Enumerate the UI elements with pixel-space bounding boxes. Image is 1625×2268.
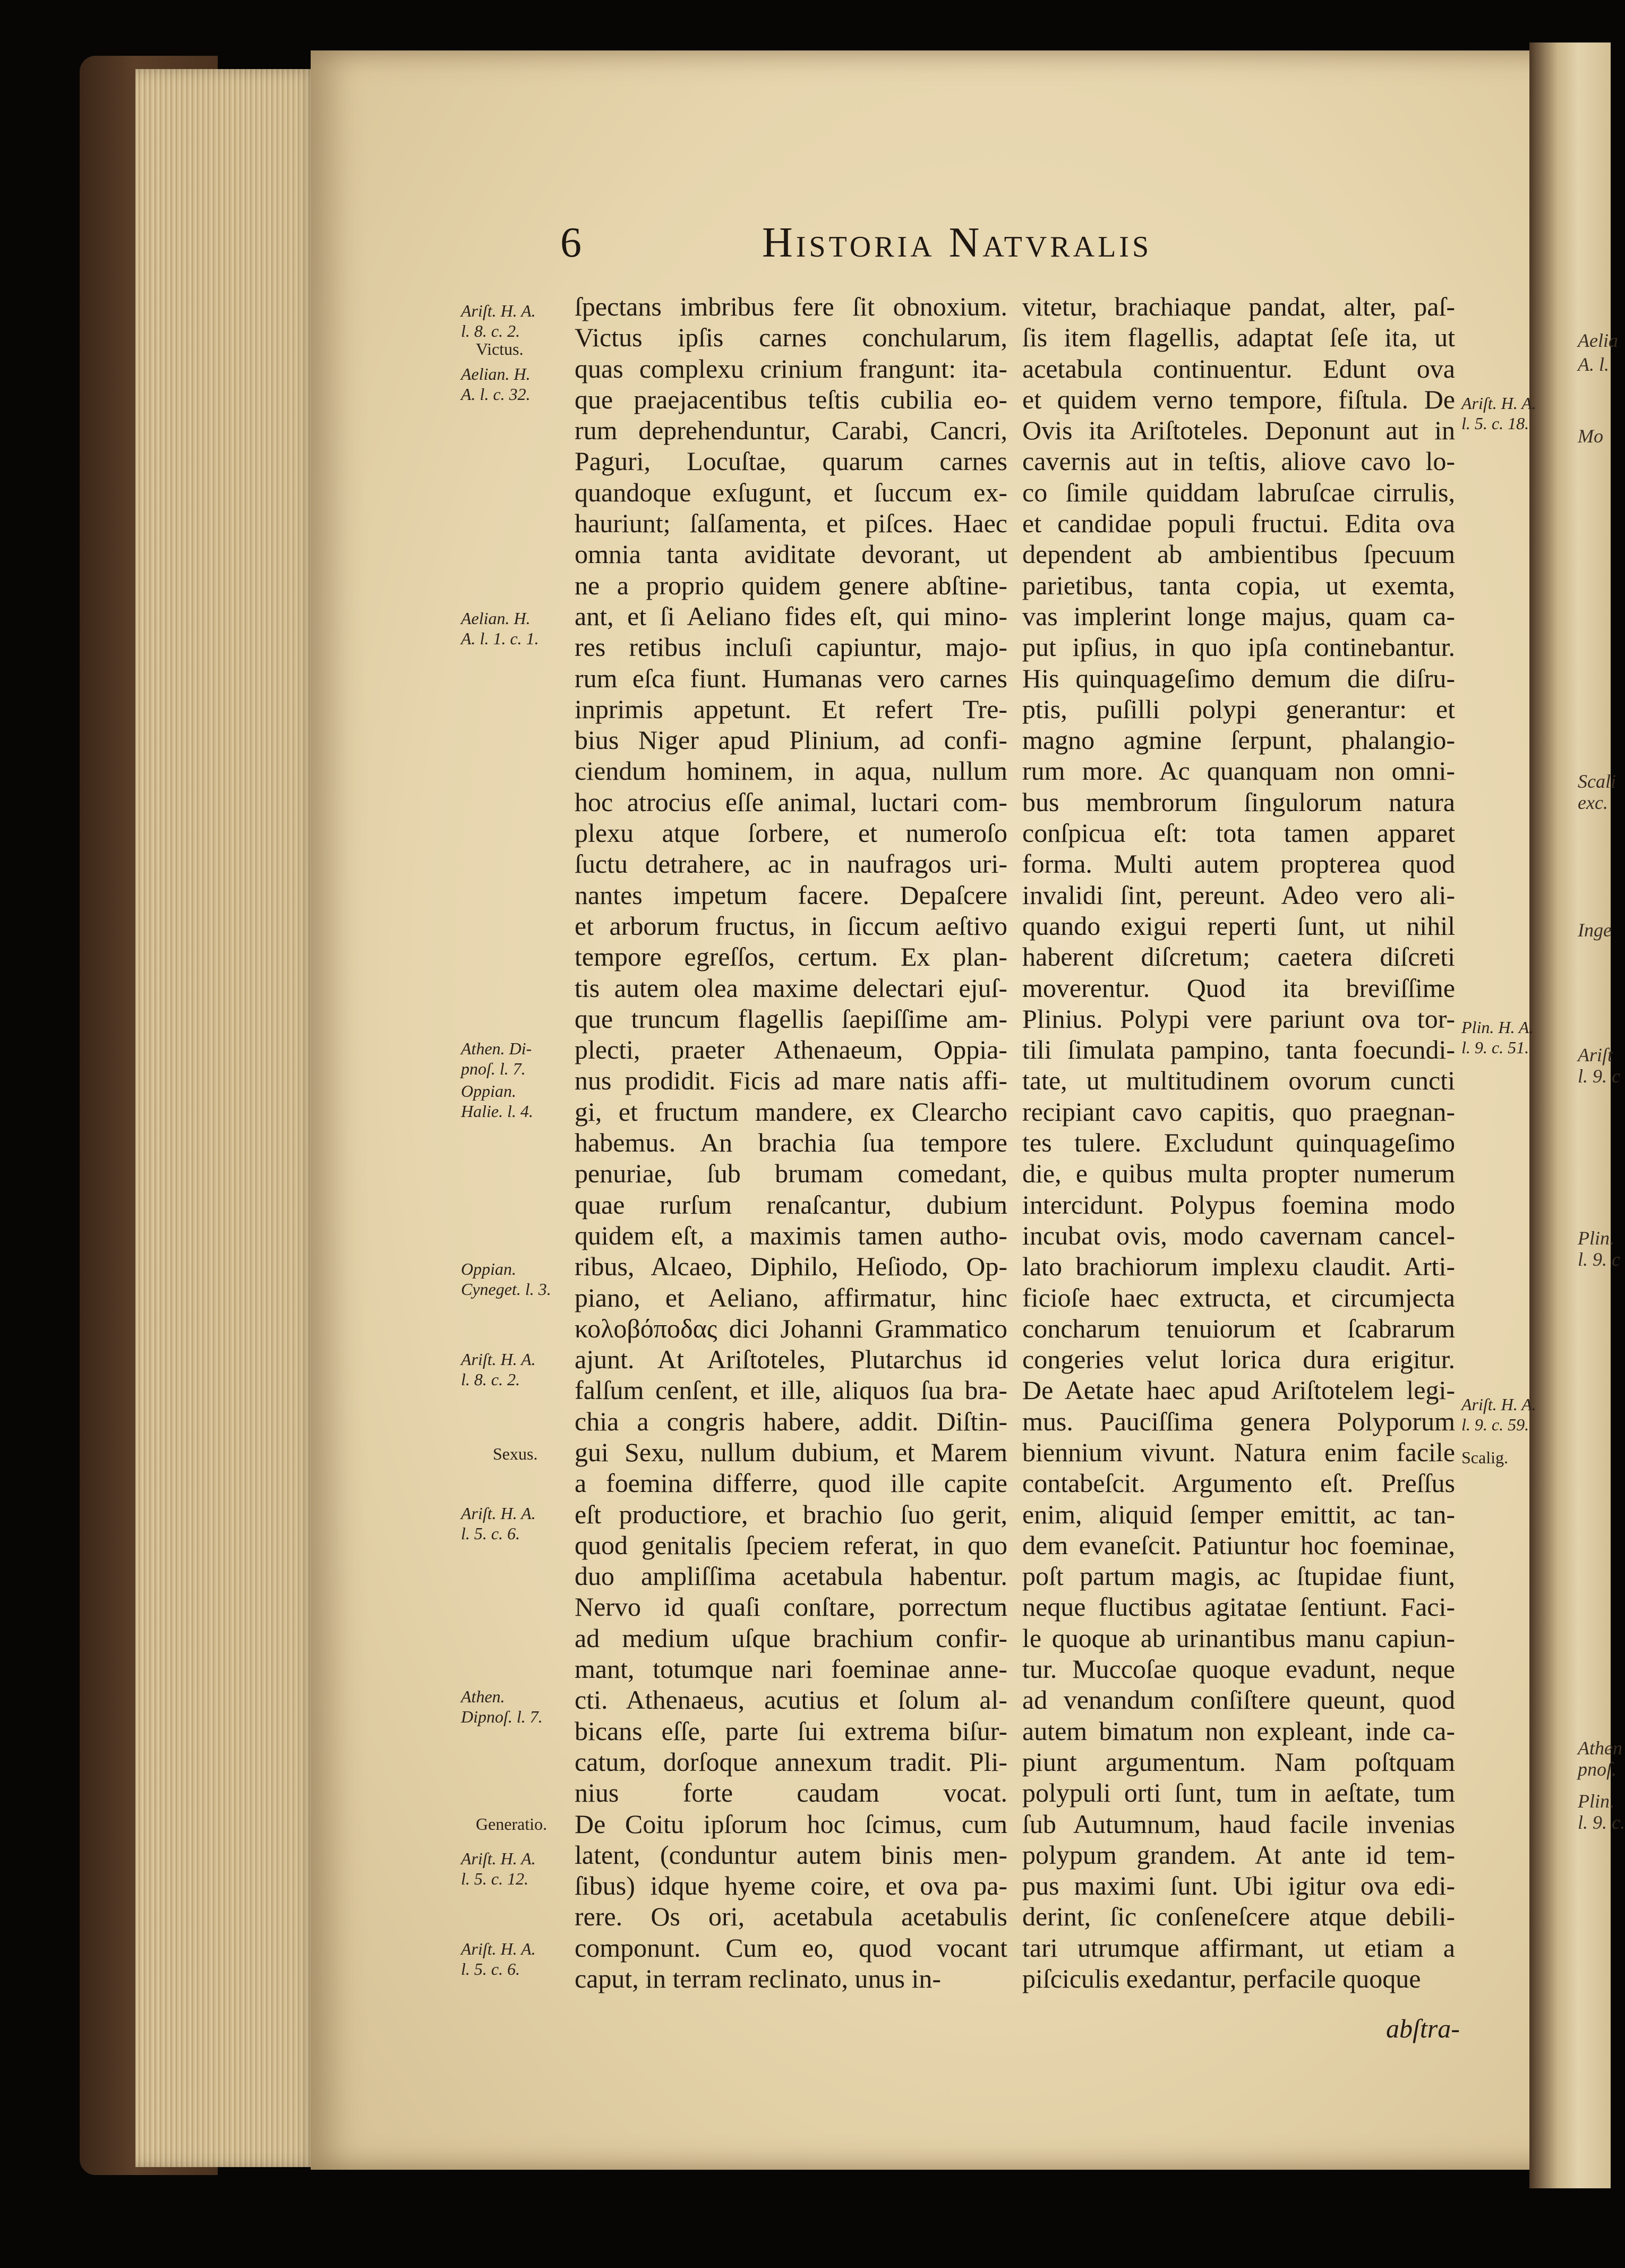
- text-line: dem evaneſcit. Patiuntur hoc foeminae,: [1022, 1530, 1455, 1560]
- text-line: haberent diſcretum; caetera diſcreti: [1022, 942, 1455, 972]
- text-line: et candidae populi fructui. Edita ova: [1022, 508, 1455, 539]
- margin-note: l. 5. c. 18.: [1461, 414, 1529, 433]
- margin-note: Aelian. H.: [461, 609, 531, 628]
- text-line: nius forte caudam vocat.: [575, 1778, 1007, 1808]
- margin-note: Athen.: [461, 1687, 505, 1706]
- text-line: habemus. An brachia ſua tempore: [575, 1128, 1007, 1158]
- next-page-fragment: Athen: [1578, 1737, 1622, 1759]
- next-page-fragment: Plin.: [1578, 1227, 1614, 1249]
- text-line: falſum cenſent, et ille, aliquos ſua bra-: [575, 1375, 1007, 1405]
- next-page-fragment: l. 9. c: [1578, 1065, 1620, 1087]
- text-line: ad medium uſque brachium confir-: [575, 1623, 1007, 1653]
- text-line: et quidem verno tempore, fiſtula. De: [1022, 384, 1455, 414]
- text-line: rum deprehenduntur, Carabi, Cancri,: [575, 415, 1007, 446]
- margin-note: Ariſt. H. A.: [1461, 394, 1536, 413]
- text-line: derint, ſic conſeneſcere atque debili-: [1022, 1902, 1455, 1932]
- text-line: a foemina differre, quod ille capite: [575, 1468, 1007, 1498]
- text-line: que truncum flagellis ſaepiſſime am-: [575, 1003, 1007, 1034]
- text-line: vitetur, brachiaque pandat, alter, paſ-: [1022, 292, 1455, 321]
- text-line: plecti, praeter Athenaeum, Oppia-: [575, 1035, 1007, 1065]
- text-line: ficioſe haec extructa, et circumjecta: [1022, 1282, 1455, 1312]
- text-line: bus membrorum ſingulorum natura: [1022, 787, 1455, 817]
- margin-note: Ariſt. H. A.: [461, 1849, 536, 1868]
- text-line: tari utrumque affirmant, ut etiam a: [1022, 1932, 1455, 1963]
- next-page-fragment: Inge: [1578, 919, 1612, 941]
- margin-note: l. 5. c. 12.: [461, 1869, 529, 1888]
- text-line: vas implerint longe majus, quam ca-: [1022, 601, 1455, 631]
- text-line: tate, ut multitudinem ovorum cuncti: [1022, 1065, 1455, 1096]
- text-line: nus prodidit. Ficis ad mare natis affi-: [575, 1065, 1007, 1096]
- margin-note: Ariſt. H. A.: [1461, 1395, 1536, 1414]
- text-line: put ipſius, in quo ipſa continebantur.: [1022, 632, 1455, 662]
- margin-note: l. 9. c. 59.: [1461, 1415, 1529, 1434]
- left-text-column: [575, 291, 1007, 1994]
- text-line: catum, dorſoque annexum tradit. Pli-: [575, 1746, 1007, 1777]
- text-line: quando exigui reperti ſunt, ut nihil: [1022, 910, 1455, 941]
- margin-note: A. l. 1. c. 1.: [461, 629, 539, 648]
- margin-note: Ariſt. H. A.: [461, 301, 536, 320]
- text-line: omnia tanta aviditate devorant, ut: [575, 539, 1007, 569]
- next-page-fragment: Mo: [1578, 425, 1603, 447]
- text-line: contabeſcit. Argumento eſt. Preſſus: [1022, 1468, 1455, 1498]
- text-line: acetabula continuentur. Edunt ova: [1022, 353, 1455, 383]
- text-line: ciendum hominem, in aqua, nullum: [575, 756, 1007, 786]
- next-page-fragment: Aelia: [1578, 330, 1618, 351]
- text-line: quidem eſt, a maximis tamen autho-: [575, 1220, 1007, 1250]
- margin-note: l. 8. c. 2.: [461, 1370, 520, 1389]
- next-page-edge: [1575, 42, 1625, 2188]
- text-line: hoc atrocius eſſe animal, luctari com-: [575, 787, 1007, 817]
- text-line: Ovis ita Ariſtoteles. Deponunt aut in: [1022, 415, 1455, 446]
- text-line: His quinquageſimo demum die diſru-: [1022, 663, 1455, 693]
- text-line: que praejacentibus teſtis cubilia eo-: [575, 384, 1007, 414]
- text-line: lato brachiorum implexu claudit. Arti-: [1022, 1251, 1455, 1282]
- margin-note: l. 5. c. 6.: [461, 1524, 520, 1543]
- text-line: componunt. Cum eo, quod vocant: [575, 1932, 1007, 1963]
- text-line: biennium vivunt. Natura enim facile: [1022, 1437, 1455, 1467]
- text-line: latent, (conduntur autem binis men-: [575, 1839, 1007, 1870]
- text-line: mus. Pauciſſima genera Polyporum: [1022, 1406, 1455, 1436]
- text-line: inprimis appetunt. Et refert Tre-: [575, 694, 1007, 724]
- text-line: tur. Muccoſae quoque evadunt, neque: [1022, 1654, 1455, 1684]
- text-line: chia a congris habere, addit. Diſtin-: [575, 1406, 1007, 1436]
- text-line: tis autem olea maxime delectari ejuſ-: [575, 973, 1007, 1003]
- text-line: rum eſca fiunt. Humanas vero carnes: [575, 663, 1007, 693]
- text-line: parietibus, tanta copia, ut exemta,: [1022, 570, 1455, 600]
- text-line: ſpectans imbribus fere ſit obnoxium.: [575, 292, 1007, 321]
- text-line: concharum tenuiorum et ſcabrarum: [1022, 1313, 1455, 1343]
- text-line: quas complexu crinium frangunt: ita-: [575, 353, 1007, 383]
- text-line: De Aetate haec apud Ariſtotelem legi-: [1022, 1375, 1455, 1405]
- text-line: ajunt. At Ariſtoteles, Plutarchus id: [575, 1344, 1007, 1375]
- text-line: κολοβόποδας dici Johanni Grammatico: [575, 1313, 1007, 1343]
- text-line: die, e quibus multa propter numerum: [1022, 1158, 1455, 1189]
- next-page-fragment: pnoſ.: [1578, 1759, 1617, 1780]
- next-page-fragment: l. 9. c: [1578, 1249, 1620, 1270]
- margin-note: A. l. c. 32.: [461, 385, 531, 404]
- text-line: incubat ovis, modo cavernam cancel-: [1022, 1220, 1455, 1250]
- text-line: piunt argumentum. Nam poſtquam: [1022, 1746, 1455, 1777]
- text-line: dependent ab ambientibus ſpecuum: [1022, 539, 1455, 569]
- margin-note: Athen. Di-: [461, 1039, 532, 1058]
- catchword: abſtra-: [1386, 2014, 1460, 2043]
- text-line: ptis, puſilli polypi generantur: et: [1022, 694, 1455, 724]
- text-line: nantes impetum facere. Depaſcere: [575, 880, 1007, 910]
- margin-note: Halie. l. 4.: [461, 1102, 533, 1121]
- text-line: forma. Multi autem propterea quod: [1022, 849, 1455, 879]
- next-page-fragment: A. l.: [1578, 354, 1609, 375]
- text-line: mant, totumque nari foeminae anne-: [575, 1654, 1007, 1684]
- margin-note: Ariſt. H. A.: [461, 1939, 536, 1958]
- text-line: congeries velut lorica dura erigitur.: [1022, 1344, 1455, 1375]
- next-page-fragment: l. 9. c.: [1578, 1812, 1625, 1833]
- text-line: gui Sexu, nullum dubium, et Marem: [575, 1437, 1007, 1467]
- text-line: cti. Athenaeus, acutius et ſolum al-: [575, 1685, 1007, 1715]
- margin-note: Plin. H. A.: [1461, 1018, 1534, 1037]
- margin-note: Oppian.: [461, 1081, 516, 1101]
- margin-note: pnoſ. l. 7.: [461, 1059, 526, 1078]
- text-line: quod genitalis ſpeciem referat, in quo: [575, 1530, 1007, 1560]
- margin-note: Ariſt. H. A.: [461, 1504, 536, 1523]
- text-line: ſuctu detrahere, ac in naufragos uri-: [575, 849, 1007, 879]
- text-line: rum more. Ac quanquam non omni-: [1022, 756, 1455, 786]
- text-line: ſis item flagellis, adaptat ſeſe ita, ut: [1022, 322, 1455, 353]
- next-page-fragment: Scali: [1578, 771, 1616, 792]
- text-line: ribus, Alcaeo, Diphilo, Heſiodo, Op-: [575, 1251, 1007, 1282]
- text-line: magno agmine ſerpunt, phalangio-: [1022, 725, 1455, 755]
- text-line: quandoque exſugunt, et ſuccum ex-: [575, 477, 1007, 507]
- margin-note: Oppian.: [461, 1259, 516, 1278]
- margin-note: Victus.: [476, 339, 524, 359]
- page-number: 6: [560, 219, 581, 266]
- text-line: Nervo id quaſi conſtare, porrectum: [575, 1592, 1007, 1622]
- text-line: et arborum fructus, in ſiccum aeſtivo: [575, 910, 1007, 941]
- text-line: Plinius. Polypi vere pariunt ova tor-: [1022, 1003, 1455, 1034]
- margin-note: l. 9. c. 51.: [1461, 1038, 1529, 1057]
- text-line: cavernis aut in teſtis, aliove cavo lo-: [1022, 446, 1455, 476]
- margin-note: Ariſt. H. A.: [461, 1350, 536, 1369]
- text-line: quae rurſum renaſcantur, dubium: [575, 1189, 1007, 1220]
- text-line: piſciculis exedantur, perfacile quoque: [1022, 1964, 1421, 1994]
- text-line: Paguri, Locuſtae, quarum carnes: [575, 446, 1007, 476]
- next-page-fragment: Ariſt: [1578, 1044, 1613, 1065]
- margin-note: Generatio.: [476, 1814, 548, 1834]
- text-line: enim, aliquid ſemper emittit, ac tan-: [1022, 1499, 1455, 1529]
- text-line: duo ampliſſima acetabula habentur.: [575, 1561, 1007, 1591]
- text-line: autem bimatum non expleant, inde ca-: [1022, 1716, 1455, 1746]
- margin-note: Cyneget. l. 3.: [461, 1280, 551, 1299]
- right-text-column: [1022, 291, 1455, 1994]
- text-line: ne a proprio quidem genere abſtine-: [575, 570, 1007, 600]
- text-line: conſpicua eſt: tota tamen apparet: [1022, 818, 1455, 848]
- text-line: invalidi ſint, pereunt. Adeo vero ali-: [1022, 880, 1455, 910]
- next-page-fragment: exc.: [1578, 792, 1608, 813]
- text-line: caput, in terram reclinato, unus in-: [575, 1964, 942, 1994]
- text-line: tempore egreſſos, certum. Ex plan-: [575, 942, 1007, 972]
- text-line: plexu atque ſorbere, et numeroſo: [575, 818, 1007, 848]
- text-line: gi, et fructum mandere, ex Clearcho: [575, 1096, 1007, 1127]
- text-line: piano, et Aeliano, affirmatur, hinc: [575, 1282, 1007, 1312]
- text-line: rere. Os ori, acetabula acetabulis: [575, 1902, 1007, 1932]
- text-line: tes tulere. Excludunt quinquageſimo: [1022, 1128, 1455, 1158]
- text-line: bicans eſſe, parte ſui extrema biſur-: [575, 1716, 1007, 1746]
- text-line: De Coitu ipſorum hoc ſcimus, cum: [575, 1809, 1007, 1839]
- text-line: recipiant cavo capitis, quo praegnan-: [1022, 1096, 1455, 1127]
- margin-note: Sexus.: [493, 1444, 538, 1463]
- text-line: penuriae, ſub brumam comedant,: [575, 1158, 1007, 1189]
- margin-note: l. 5. c. 6.: [461, 1959, 520, 1979]
- text-line: intercidunt. Polypus foemina modo: [1022, 1189, 1455, 1220]
- text-line: ſibus) idque hyeme coire, et ova pa-: [575, 1871, 1007, 1901]
- text-line: Victus ipſis carnes conchularum,: [575, 322, 1007, 353]
- text-line: pus maximi ſunt. Ubi igitur ova edi-: [1022, 1871, 1455, 1901]
- running-title: Historia Natvralis: [762, 219, 1152, 266]
- text-line: eſt productiore, et brachio ſuo gerit,: [575, 1499, 1007, 1529]
- text-line: tili ſimulata pampino, tanta foecundi-: [1022, 1035, 1455, 1065]
- text-line: bius Niger apud Plinium, ad confi-: [575, 725, 1007, 755]
- text-line: moverentur. Quod ita breviſſime: [1022, 973, 1455, 1003]
- text-line: polypum grandem. At ante id tem-: [1022, 1839, 1455, 1870]
- text-line: hauriunt; ſalſamenta, et piſces. Haec: [575, 508, 1007, 539]
- text-line: poſt partum magis, ac ſtupidae fiunt,: [1022, 1561, 1455, 1591]
- text-line: ſub Autumnum, haud facile invenias: [1022, 1809, 1455, 1839]
- text-line: co ſimile quiddam labruſcae cirrulis,: [1022, 477, 1455, 507]
- margin-note: Scalig.: [1461, 1448, 1508, 1467]
- margin-note: Aelian. H.: [461, 364, 531, 383]
- margin-note: l. 8. c. 2.: [461, 321, 520, 340]
- text-line: ant, et ſi Aeliano fides eſt, qui mino-: [575, 601, 1007, 631]
- text-line: le quoque ab urinantibus manu capiun-: [1022, 1623, 1455, 1653]
- text-line: polypuli orti ſunt, tum in aeſtate, tum: [1022, 1778, 1455, 1808]
- next-page-fragment: Plin.: [1578, 1790, 1614, 1812]
- text-line: neque fluctibus agitatae ſentiunt. Faci-: [1022, 1592, 1455, 1622]
- margin-note: Dipnoſ. l. 7.: [461, 1707, 543, 1726]
- page-edges: [135, 69, 321, 2167]
- text-line: ad venandum conſiſtere queunt, quod: [1022, 1685, 1455, 1715]
- text-line: res retibus incluſi capiuntur, majo-: [575, 632, 1007, 662]
